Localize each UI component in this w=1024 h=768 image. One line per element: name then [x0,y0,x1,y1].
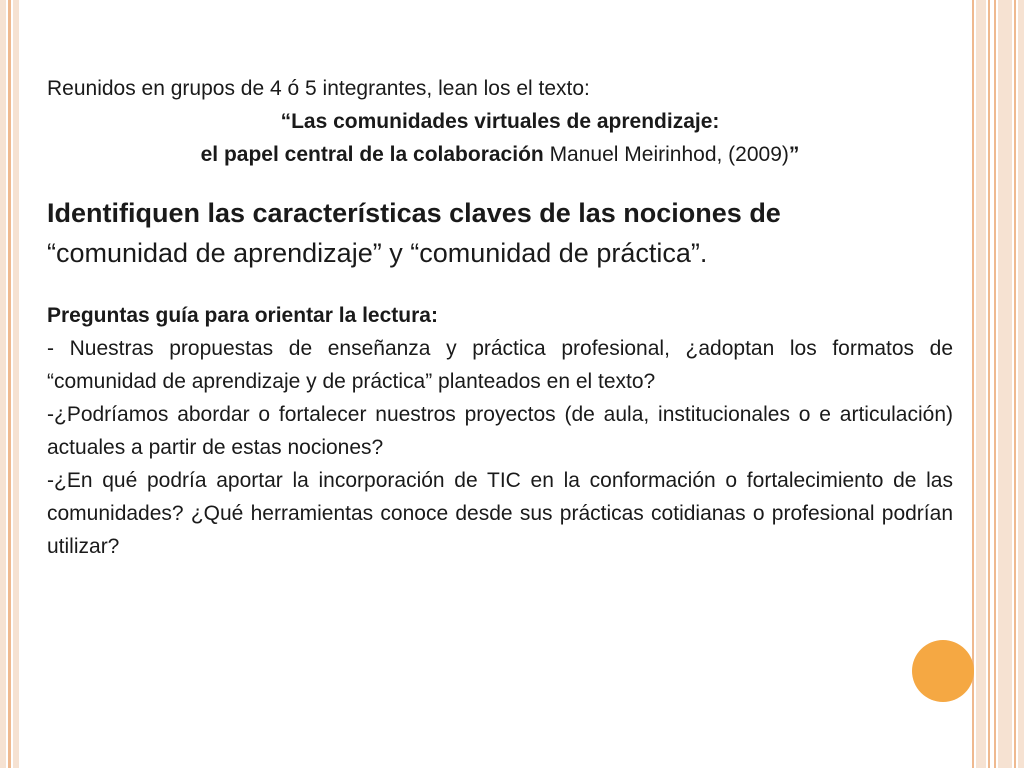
reading-title-line-1: “Las comunidades virtuales de aprendizaje: [280,110,720,133]
reading-subtitle: el papel central de la colaboración [200,143,544,166]
left-border-frame [0,0,24,768]
main-instruction [47,193,953,273]
reading-title-close-quote: ” [788,143,800,166]
decorative-circle [912,640,974,702]
slide-content [47,72,953,563]
right-border-frame [972,0,1024,768]
main-instruction-bold: Identifiquen las características claves de las nociones de [47,198,781,228]
reading-title-line-2 [47,138,953,171]
intro-text: Reunidos en grupos de 4 ó 5 integrantes, lean los el texto: [47,77,590,100]
reading-author: Manuel Meirinhod, (2009) [543,143,789,166]
guide-question-3: -¿En qué podría aportar la incorporación de TIC en la conformación o fortalecimiento de las comunidades? ¿Qué herramientas conoce desde sus prácticas cotidianas o profesional podrían utilizar? [47,469,953,558]
guide-question-1: - Nuestras propuestas de enseñanza y práctica profesional, ¿adoptan los formatos de “comunidad de aprendizaje y de práctica” planteados en el texto? [47,337,953,393]
guide-questions-title: Preguntas guía para orientar la lectura: [47,304,438,327]
guide-question-2: -¿Podríamos abordar o fortalecer nuestros proyectos (de aula, institucionales o e articulación) actuales a partir de estas nociones? [47,403,953,459]
main-instruction-rest: “comunidad de aprendizaje” y “comunidad de práctica”. [47,238,708,268]
